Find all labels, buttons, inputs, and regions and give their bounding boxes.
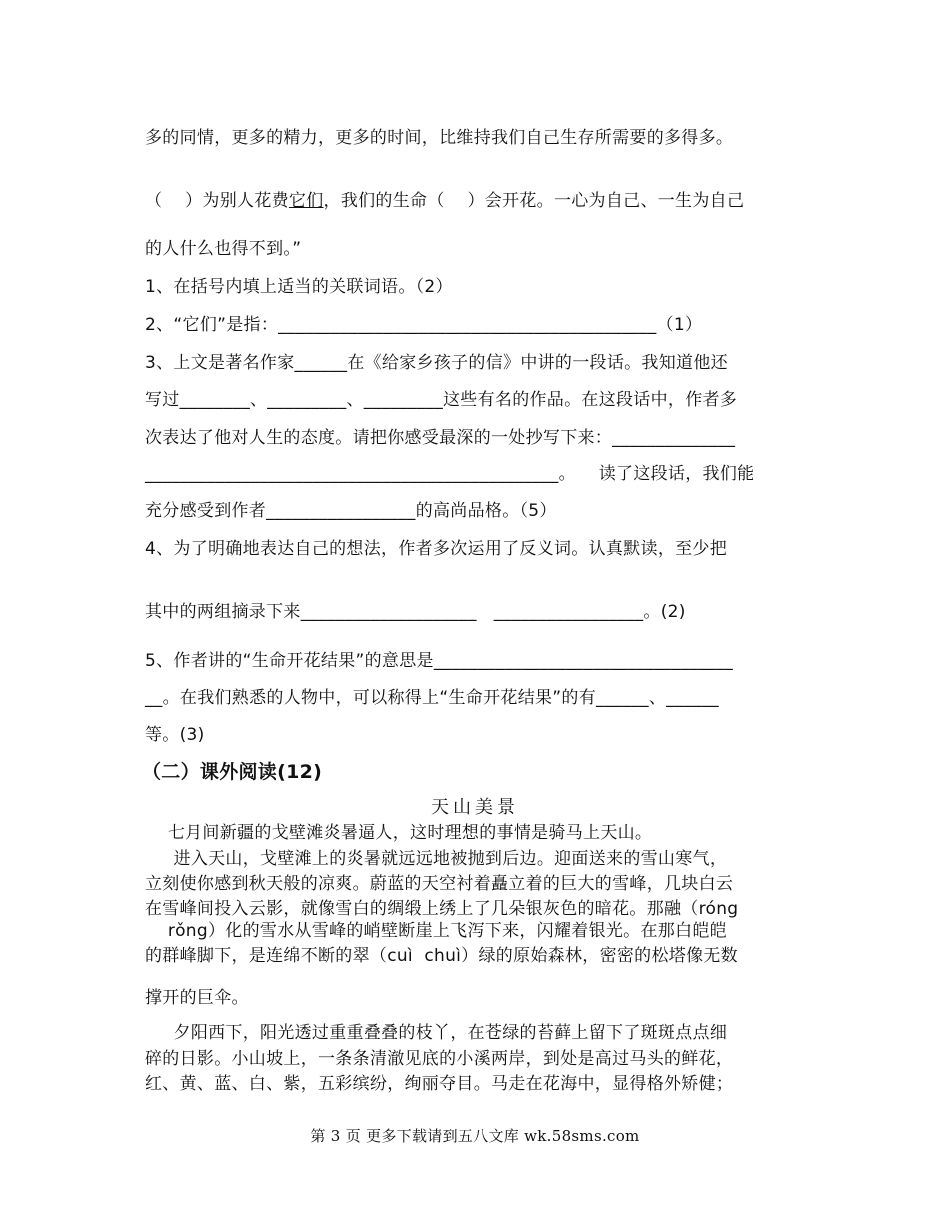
article-title: 天山美景 bbox=[431, 797, 519, 818]
question-5-line-3: 等。(3) bbox=[145, 725, 205, 745]
article-para-2-line-3: 在雪峰间投入云影，就像雪白的绸缎上绣上了几朵银灰色的暗花。那融（róng bbox=[145, 899, 739, 919]
passage-line-1: 多的同情，更多的精力，更多的时间，比维持我们自己生存所需要的多得多。 bbox=[145, 128, 734, 148]
passage-line-3: 的人什么也得不到。” bbox=[145, 239, 302, 259]
article-para-1: 七月间新疆的戈壁滩炎暑逼人，这时理想的事情是骑马上天山。 bbox=[145, 823, 653, 843]
passage-line-2a: （ ）为别人花费 bbox=[145, 191, 289, 211]
article-para-3-line-3: 红、黄、蓝、白、紫，五彩缤纷，绚丽夺目。马走在花海中，显得格外矫健； bbox=[145, 1074, 734, 1094]
question-2: 2、“它们”是指：___________________________________________（1） bbox=[145, 315, 703, 335]
article-para-2-line-2: 立刻使你感到秋天般的凉爽。蔚蓝的天空衬着矗立着的巨大的雪峰，几块白云 bbox=[145, 874, 734, 894]
question-3-line-4: _______________________________________________。 读了这段话，我们能 bbox=[145, 464, 755, 484]
question-3-line-2: 写过________、_________、_________这些有名的作品。在这段话中，作者多 bbox=[145, 390, 738, 410]
article-para-2-line-4: rǒng）化的雪水从雪峰的峭壁断崖上飞泻下来，闪耀着银光。在那白皑皑 bbox=[145, 921, 727, 941]
question-5-line-1: 5、作者讲的“生命开花结果”的意思是__________________________________ bbox=[145, 651, 734, 671]
article-para-2-line-1: 进入天山，戈壁滩上的炎暑就远远地被抛到后边。迎面送来的雪山寒气， bbox=[145, 849, 728, 869]
passage-line-2 bbox=[145, 190, 744, 212]
passage-line-2b: ，我们的生命（ ）会开花。一心为自己、一生为自己 bbox=[323, 191, 745, 211]
question-4-line-1: 4、为了明确地表达自己的想法，作者多次运用了反义词。认真默读，至少把 bbox=[145, 539, 728, 559]
question-3-line-5: 充分感受到作者_________________的高尚品格。（5） bbox=[145, 501, 557, 521]
article-para-2-line-5: 的群峰脚下，是连绵不断的翠（cuì chuì）绿的原始森林，密密的松塔像无数 bbox=[145, 946, 738, 966]
article-para-3-line-1: 夕阳西下，阳光透过重重叠叠的枝丫，在苍绿的苔藓上留下了斑斑点点细 bbox=[145, 1023, 728, 1043]
underlined-word: 它们 bbox=[288, 191, 324, 211]
question-1: 1、在括号内填上适当的关联词语。（2） bbox=[145, 277, 453, 297]
question-4-line-2: 其中的两组摘录下来____________________ _________________。(2) bbox=[145, 602, 686, 622]
page-footer: 第 3 页 更多下载请到五八文库 wk.58sms.com bbox=[310, 1127, 640, 1145]
article-para-3-line-2: 碎的日影。小山坡上，一条条清澈见底的小溪两岸，到处是高过马头的鲜花， bbox=[145, 1049, 734, 1069]
question-3-line-3: 次表达了他对人生的态度。请把你感受最深的一处抄写下来：______________ bbox=[145, 428, 736, 448]
question-5-line-2: __。在我们熟悉的人物中，可以称得上“生命开花结果”的有______、______ bbox=[145, 688, 719, 708]
question-3-line-1: 3、上文是著名作家______在《给家乡孩子的信》中讲的一段话。我知道他还 bbox=[145, 353, 728, 373]
article-para-2-line-6: 撑开的巨伞。 bbox=[145, 988, 249, 1008]
section-heading: （二）课外阅读(12) bbox=[142, 761, 323, 783]
